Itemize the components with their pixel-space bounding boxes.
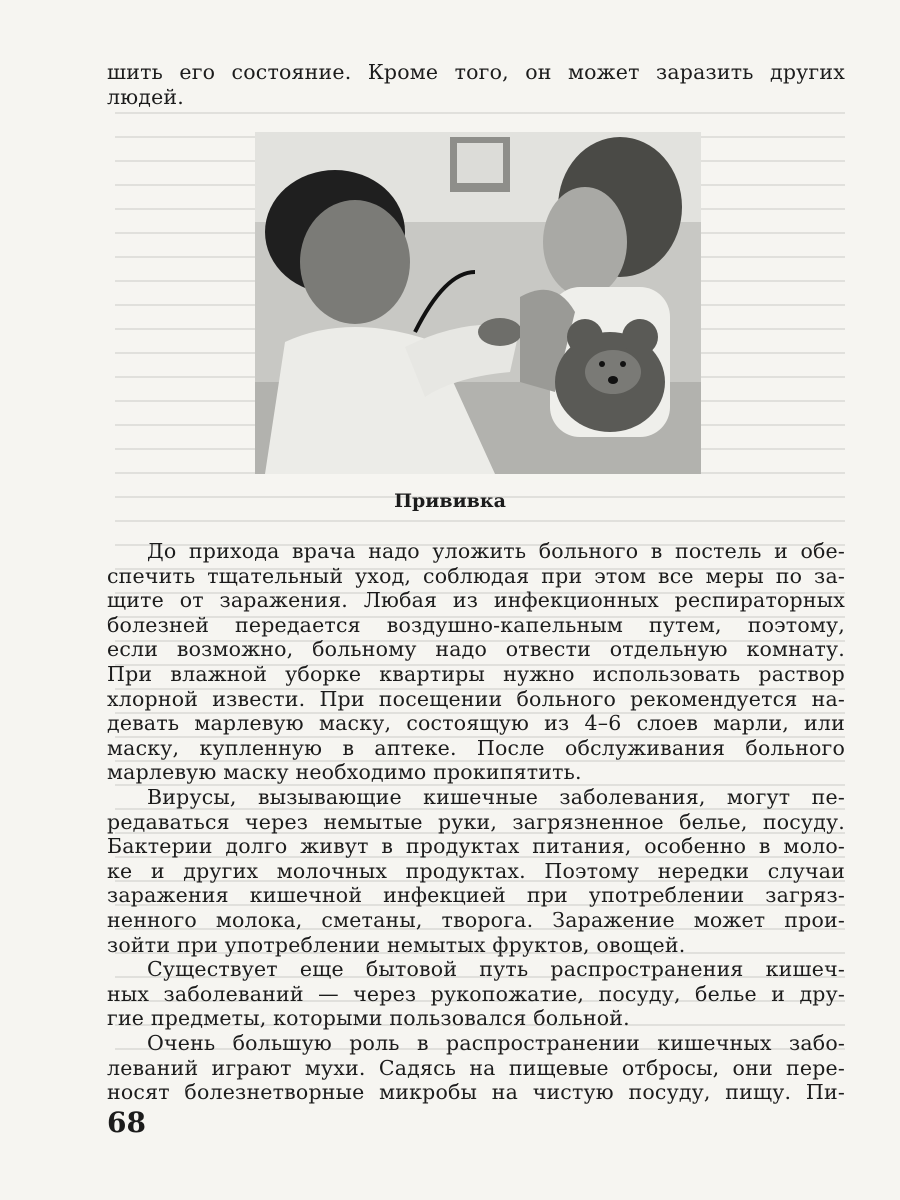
text-line: При влажной уборке квартиры нужно использовать раствор	[107, 661, 845, 686]
paragraph-2	[107, 785, 845, 957]
text-line: Вирусы, вызывающие кишечные заболевания, могут пе-	[147, 785, 845, 809]
text-line: болезней передается воздушно-капельным путем, поэтому,	[107, 612, 845, 637]
text-line: ке и других молочных продуктах. Поэтому нередки случаи	[107, 858, 845, 883]
photo-caption: Прививка	[394, 490, 506, 512]
text-line: зойти при употреблении немытых фруктов, овощей.	[107, 932, 686, 957]
text-line: леваний играют мухи. Садясь на пищевые отбросы, они пере-	[107, 1055, 845, 1080]
text-line: До прихода врача надо уложить больного в постель и обе-	[147, 539, 845, 563]
paragraph-4	[107, 1031, 845, 1105]
photo-illustration	[255, 132, 701, 474]
text-line: маску, купленную в аптеке. После обслуживания больного	[107, 735, 845, 760]
top-text	[107, 60, 845, 109]
text-line: людей.	[107, 84, 185, 109]
vaccination-photo	[255, 132, 701, 474]
text-line: Очень большую роль в распространении кишечных забо-	[147, 1031, 845, 1055]
text-line: шить его состояние. Кроме того, он может заразить других	[107, 60, 845, 84]
text-line: ненного молока, сметаны, творога. Заражение может прои-	[107, 907, 845, 932]
page-number: 68	[107, 1106, 146, 1139]
paragraph-1	[107, 539, 845, 785]
text-line: спечить тщательный уход, соблюдая при этом все меры по за-	[107, 563, 845, 588]
text-line: гие предметы, которыми пользовался больной.	[107, 1006, 630, 1031]
text-line: если возможно, больному надо отвести отдельную комнату.	[107, 637, 845, 662]
text-line: ных заболеваний — через рукопожатие, посуду, белье и дру-	[107, 981, 845, 1006]
text-line: носят болезнетворные микробы на чистую посуду, пищу. Пи-	[107, 1080, 845, 1105]
text-line: редаваться через немытые руки, загрязненное белье, посуду.	[107, 809, 845, 834]
paragraph-3	[107, 957, 845, 1031]
text-line: заражения кишечной инфекцией при употреблении загряз-	[107, 883, 845, 908]
text-line: Бактерии долго живут в продуктах питания, особенно в моло-	[107, 834, 845, 859]
text-line: щите от заражения. Любая из инфекционных респираторных	[107, 588, 845, 613]
text-line: хлорной извести. При посещении больного рекомендуется на-	[107, 686, 845, 711]
text-line: девать марлевую маску, состоящую из 4–6 слоев марли, или	[107, 711, 845, 736]
text-line: марлевую маску необходимо прокипятить.	[107, 760, 582, 785]
text-line: Существует еще бытовой путь распространения кишеч-	[147, 957, 845, 981]
